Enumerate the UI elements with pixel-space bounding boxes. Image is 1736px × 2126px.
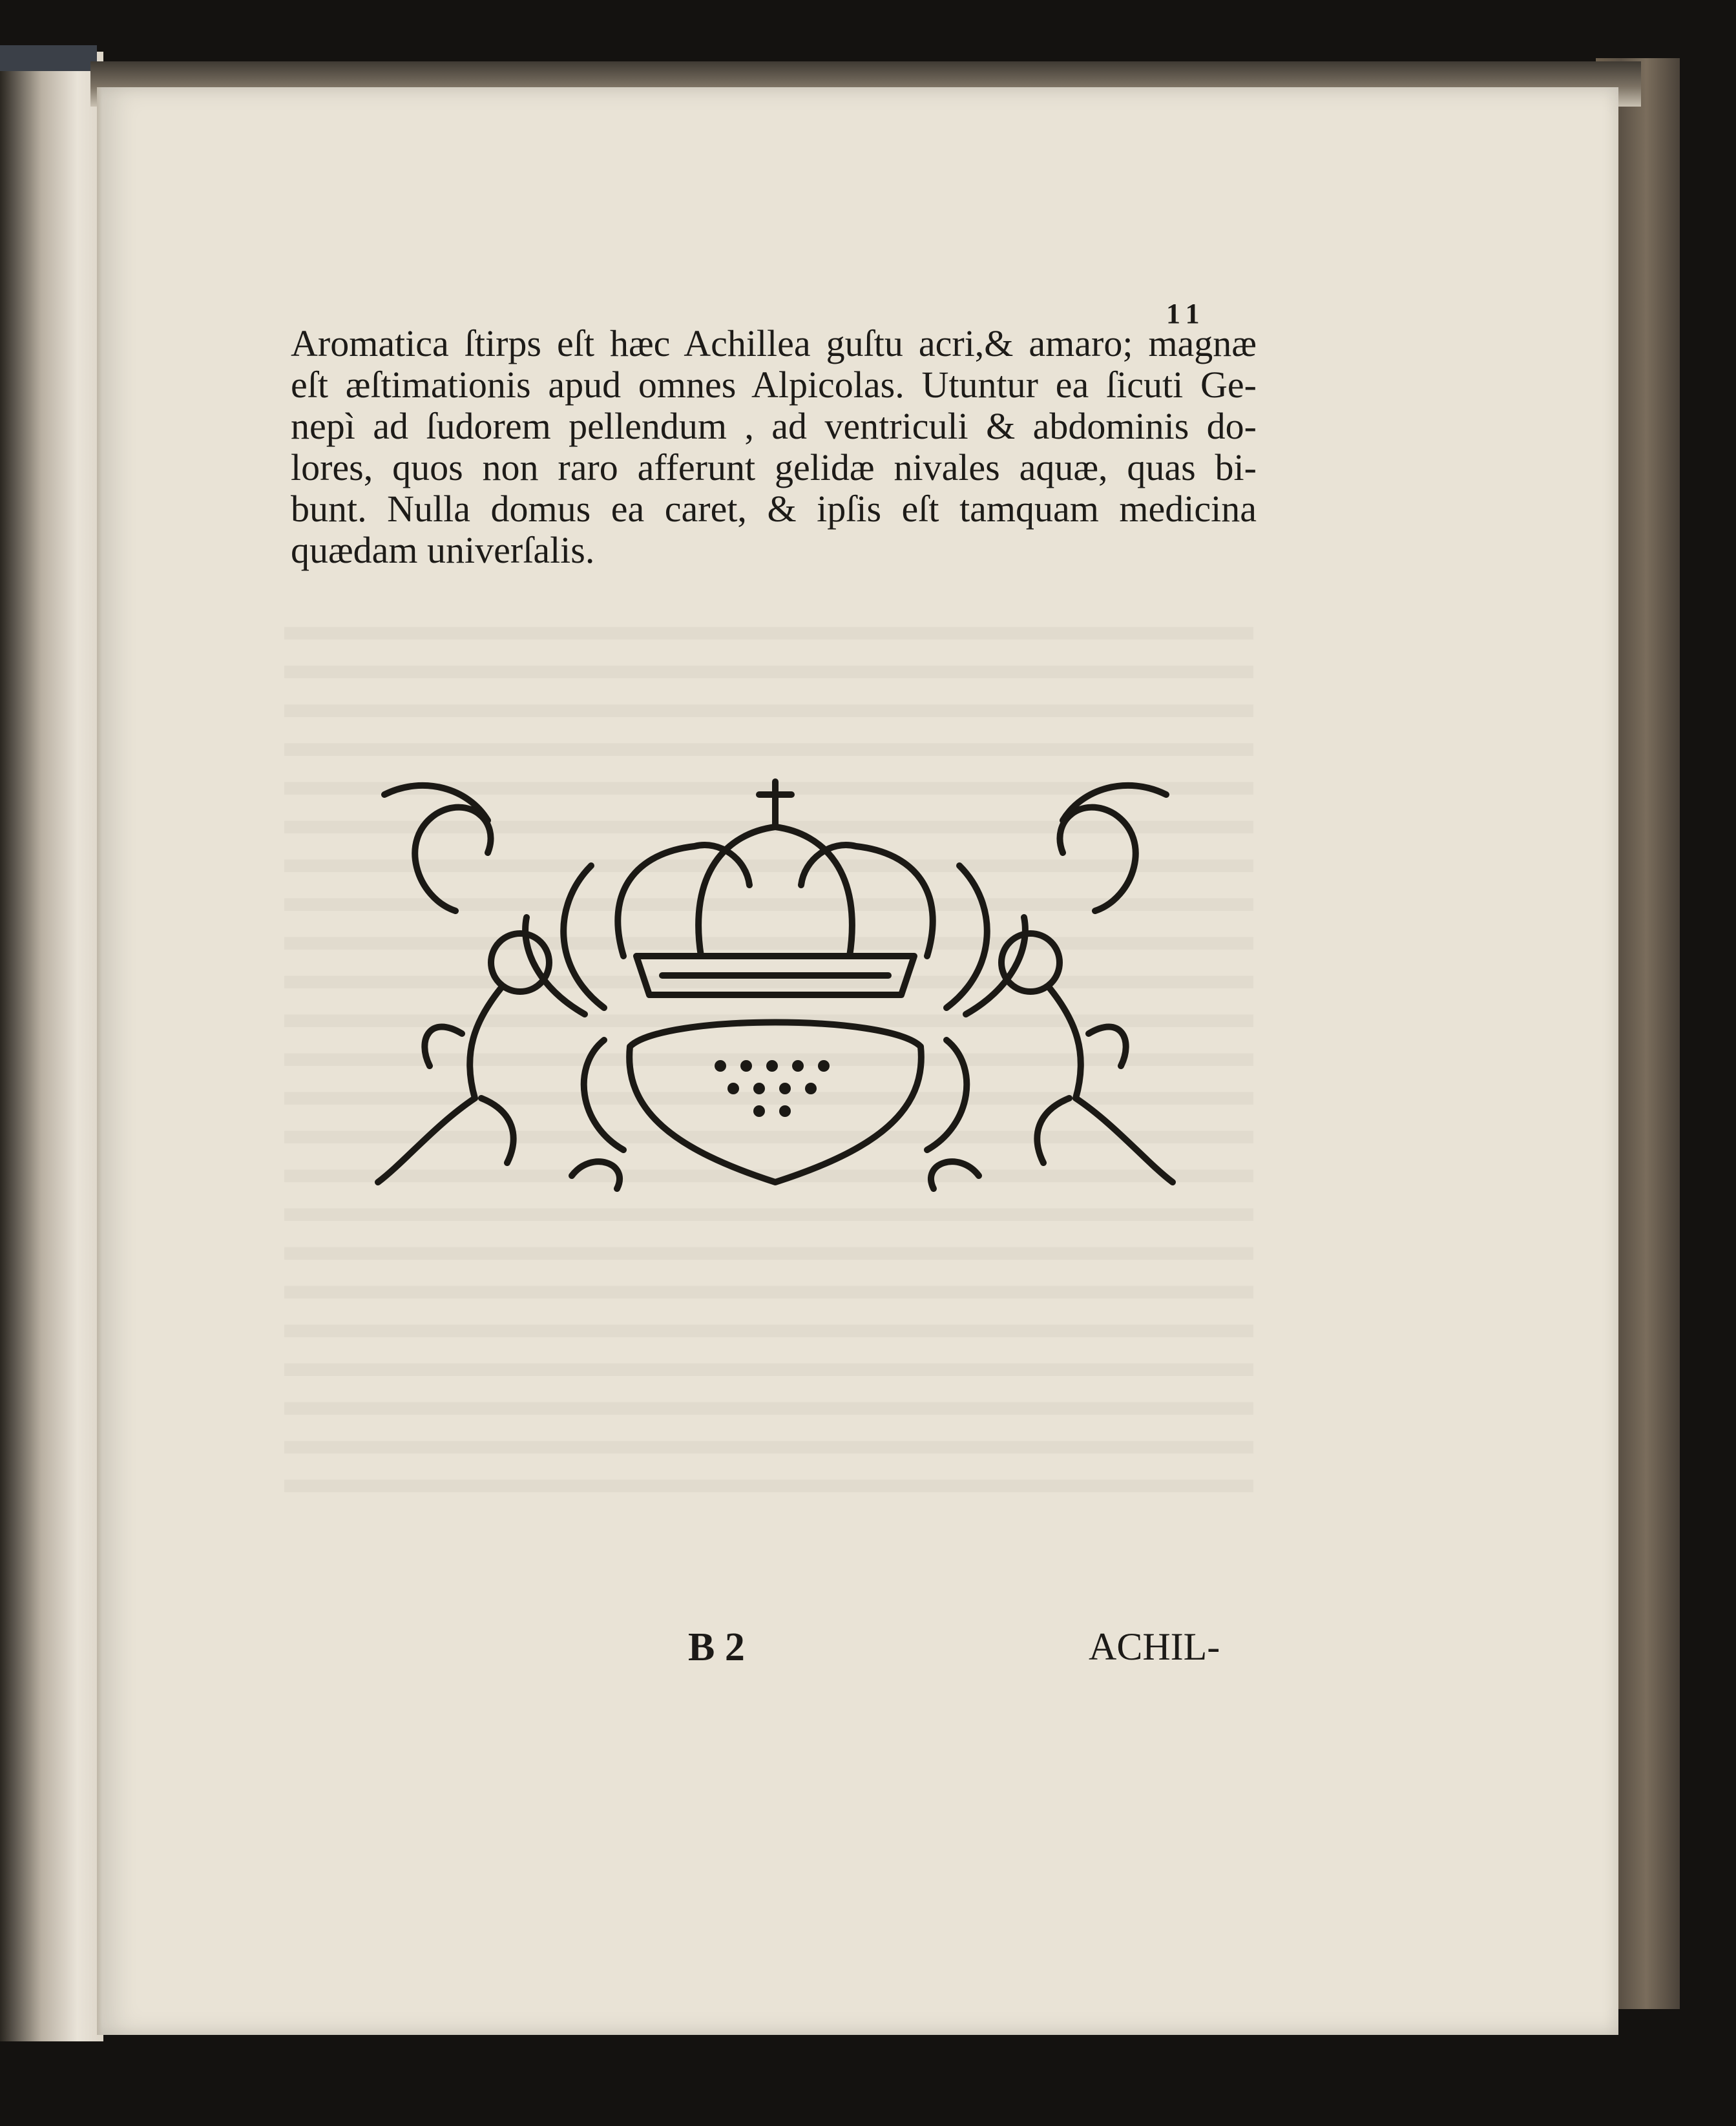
text-line: nepì ad ſudorem pellendum , ad ventriculi & abdominis do- [291, 405, 1257, 447]
vignette-ornament-icon [359, 762, 1192, 1227]
text-line: bunt. Nulla domus ea caret, & ipſis eſt tamquam medicina [291, 488, 1257, 530]
catchword: ACHIL- [1089, 1625, 1220, 1668]
page-gutter [97, 87, 102, 2035]
page-number: 11 [1166, 298, 1206, 329]
text-line: lores, quos non raro afferunt gelidæ nivales aquæ, quas bi- [291, 446, 1257, 488]
left-page-edge [0, 52, 103, 2041]
text-line: eſt æſtimationis apud omnes Alpicolas. Utuntur ea ſicuti Ge- [291, 364, 1257, 406]
left-binding [0, 45, 97, 71]
body-text [291, 323, 1257, 571]
signature-mark: B 2 [688, 1625, 745, 1669]
text-line: Aromatica ſtirps eſt hæc Achillea guſtu acri,& amaro; magnæ [291, 322, 1257, 364]
text-line: quædam univerſalis. [291, 529, 595, 571]
